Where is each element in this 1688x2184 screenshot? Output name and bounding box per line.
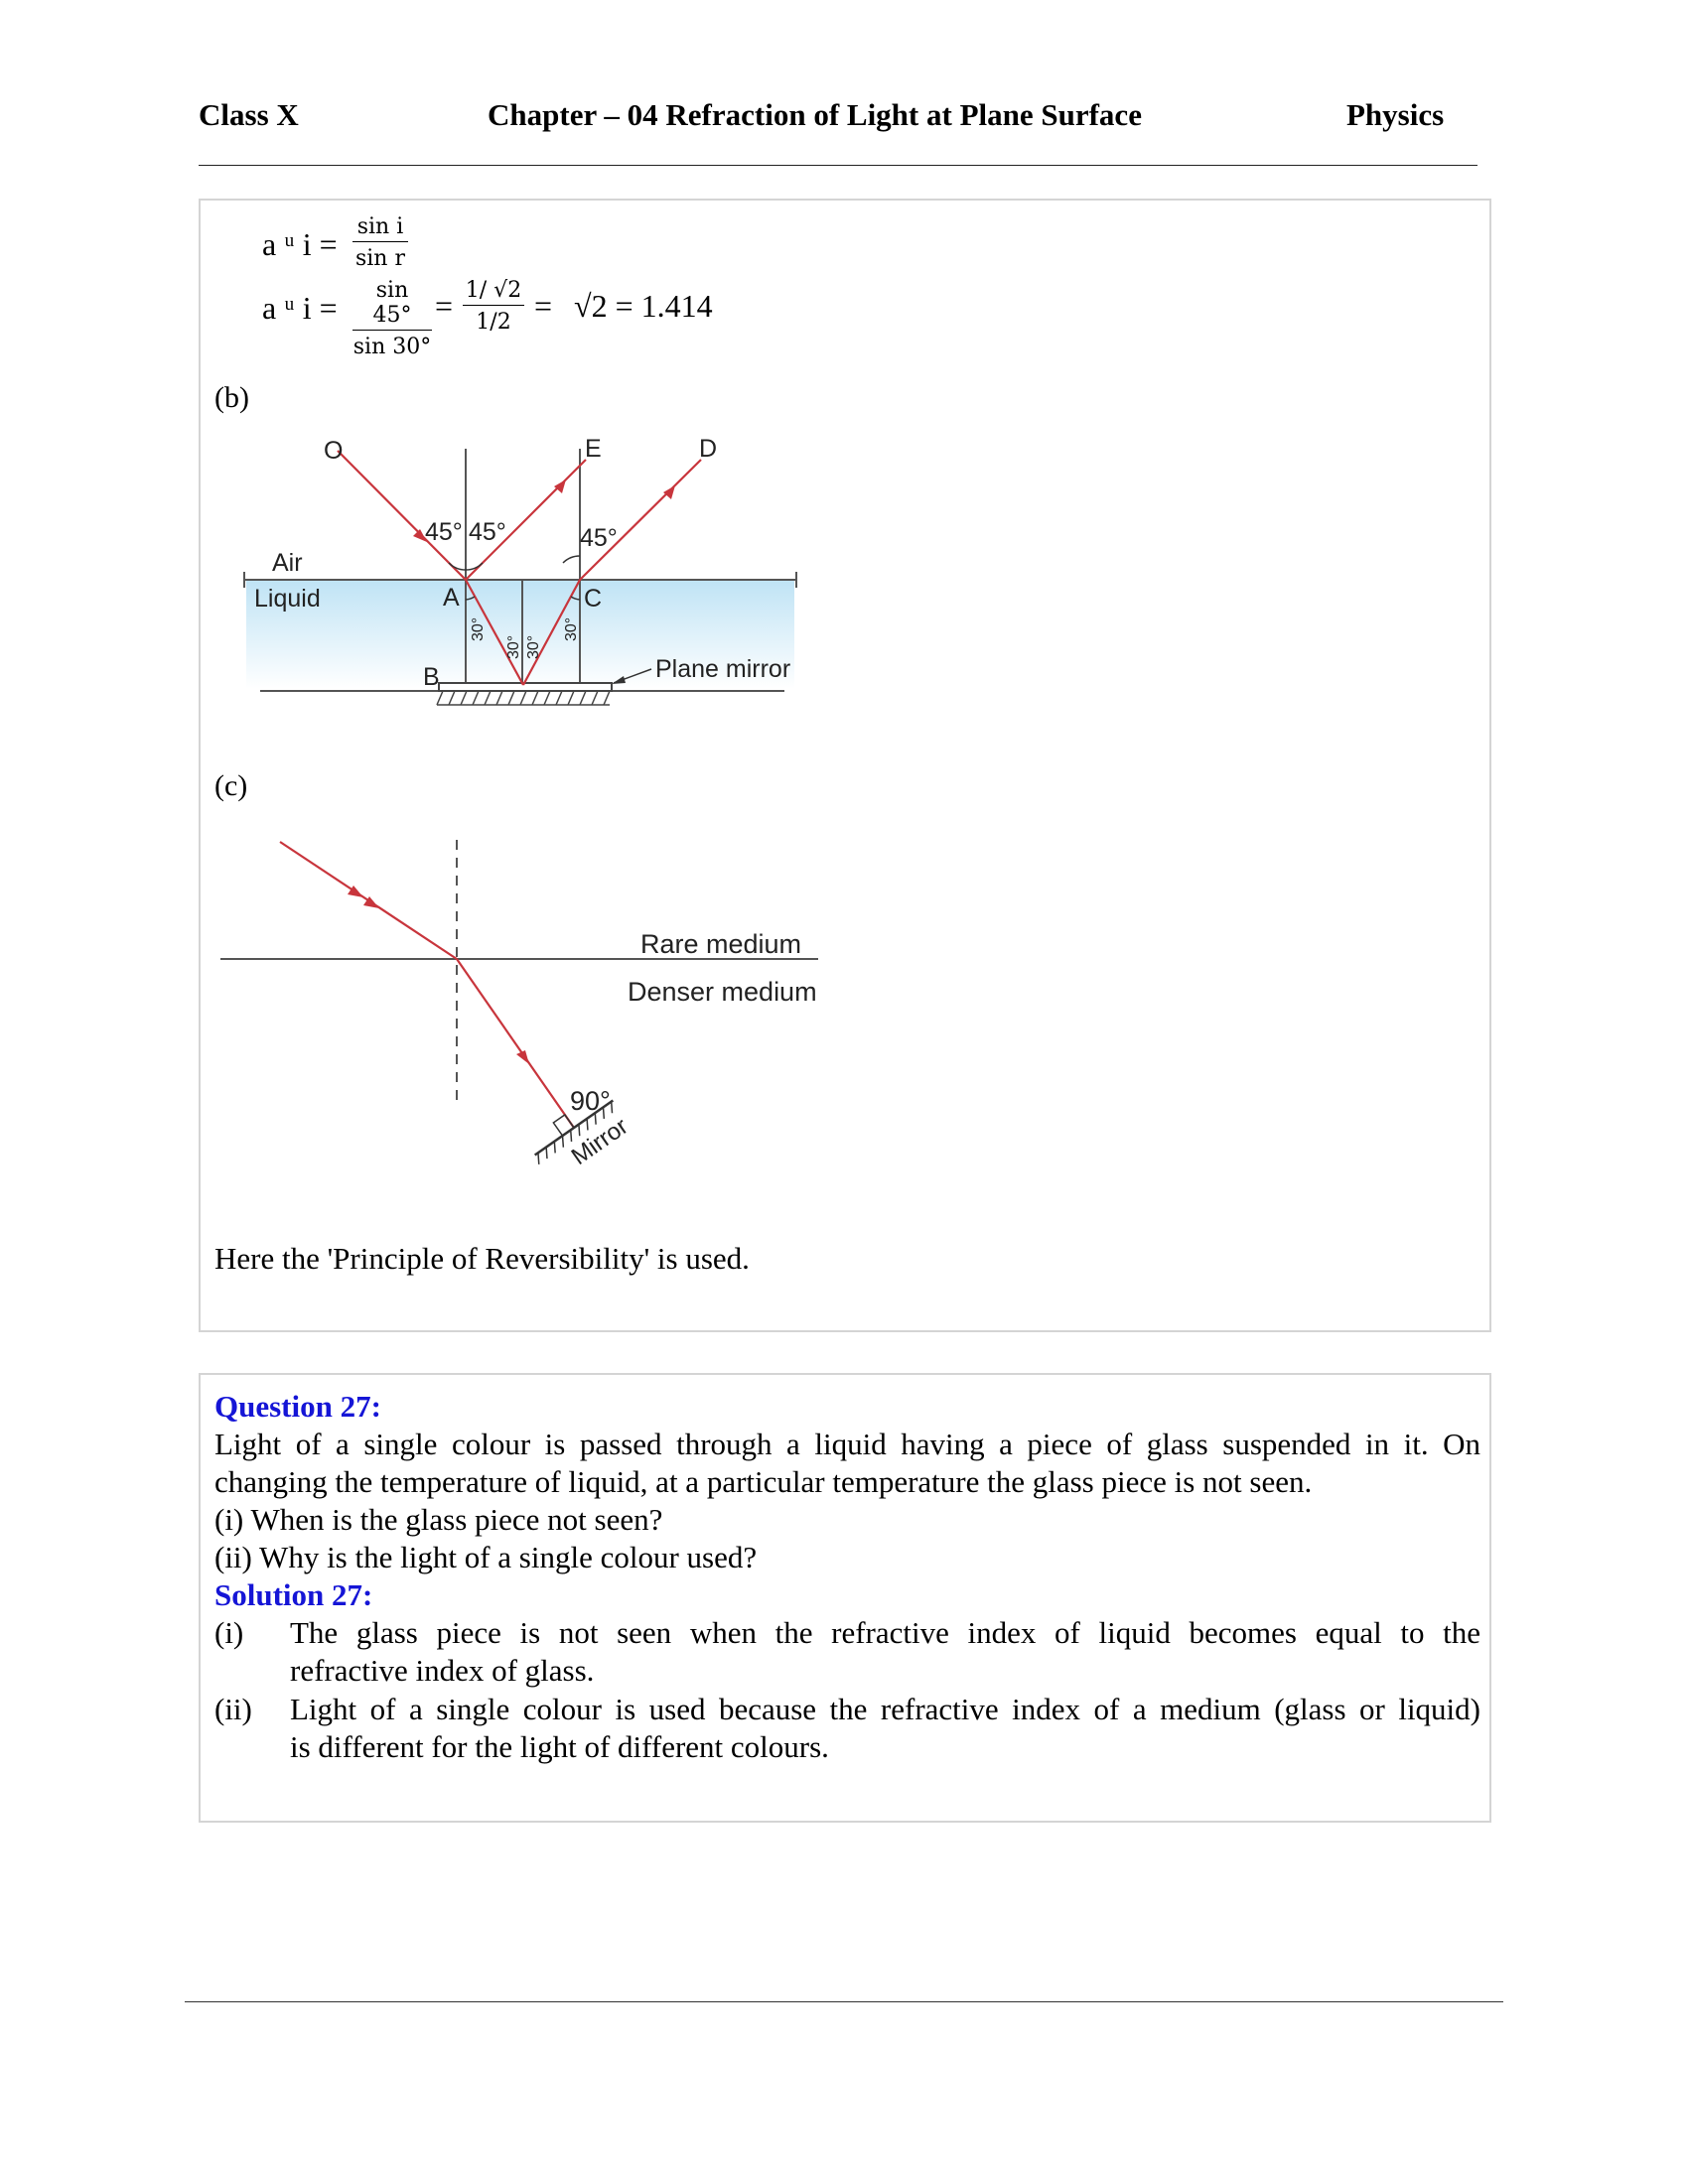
fraction-denominator: 1/2 [476,310,511,335]
label-liquid: Liquid [254,585,321,613]
solution-item-2-num: (ii) [214,1692,252,1726]
plane-mirror [439,683,612,691]
refracted-ray [457,959,574,1128]
ray-c-to-d [580,460,701,580]
question-line-1: Light of a single colour is passed through a liquid having a piece of glass suspended in it. On [214,1427,1480,1461]
question-part-2: (ii) Why is the light of a single colour used? [214,1540,758,1574]
label-o: O [324,437,344,465]
question-title: Question 27: [214,1389,381,1424]
solution-title: Solution 27: [214,1577,373,1612]
arrow-ae [554,479,566,493]
header-class: Class X [199,97,299,132]
fraction-denominator: sin 30° [352,335,432,359]
angle-30-a: 30° [470,616,487,641]
part-b-label: (b) [214,381,249,414]
label-denser-medium: Denser medium [628,977,817,1007]
solution-item-1-line-1: The glass piece is not seen when the refractive index of liquid becomes equal to the [290,1615,1480,1650]
label-d: D [699,435,718,463]
header-chapter: Chapter – 04 Refraction of Light at Plane Surface [488,97,1142,132]
ray-o-to-a [338,451,466,580]
angle-arc-c-top [563,556,580,563]
formula-result: √2 = 1.414 [574,288,713,324]
part-c-label: (c) [214,769,248,802]
solution-item-1-line-2: refractive index of glass. [290,1653,595,1688]
footer-rule [185,2001,1503,2002]
label-air: Air [272,549,303,577]
label-e: E [585,435,602,463]
angle-30-b: 30° [505,634,522,659]
mirror-hatching [437,691,610,705]
angle-45-right: 45° [469,518,506,546]
mirror-label-c: Mirror [566,1113,633,1171]
solution-item-2-line-2: is different for the light of different colours. [290,1729,829,1764]
arrow-cd [663,485,675,499]
angle-90: 90° [570,1086,611,1116]
angle-45-c: 45° [580,524,618,552]
angle-45-left: 45° [425,518,463,546]
angle-30-c: 30° [525,634,542,659]
fraction-numerator: sin i [352,214,408,242]
solution-item-1-num: (i) [214,1615,244,1650]
label-a: A [443,584,460,612]
fraction-denominator: sin r [354,246,405,271]
label-rare-medium: Rare medium [640,929,802,959]
header-subject: Physics [1346,97,1445,132]
angle-30-d: 30° [563,616,580,641]
label-b: B [423,663,440,691]
formula-lhs-1: a ᵘ i = [262,226,338,262]
formula-lhs-2: a ᵘ i = [262,290,338,326]
formula-equals-2: = [534,288,553,324]
arrow-refracted [516,1050,529,1064]
solution-item-2-line-1: Light of a single colour is used because the refractive index of a medium (glass or liquid) [290,1692,1480,1726]
question-line-2: changing the temperature of liquid, at a particular temperature the glass piece is not seen. [214,1464,1313,1499]
fraction-numerator: 1/ √2 [463,278,524,306]
label-c: C [584,585,603,613]
reversibility-note: Here the 'Principle of Reversibility' is used. [214,1241,750,1276]
question-part-1: (i) When is the glass piece not seen? [214,1502,663,1537]
label-plane-mirror: Plane mirror [655,655,791,683]
fraction-numerator: sin 45° [352,278,432,331]
formula-equals: = [435,288,454,324]
